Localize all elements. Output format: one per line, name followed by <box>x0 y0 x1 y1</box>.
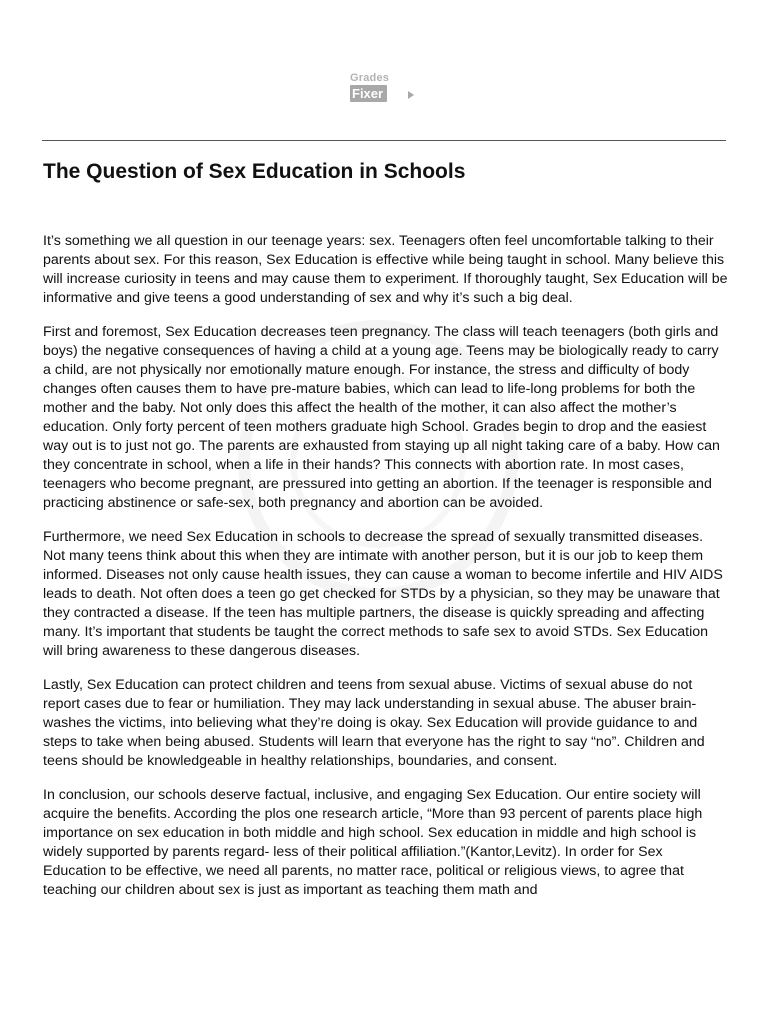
logo-arrow-icon <box>408 91 414 99</box>
logo-top-text: Grades <box>350 72 390 84</box>
paragraph-sexual-abuse: Lastly, Sex Education can protect children and teens from sexual abuse. Victims of sexual abuse do not report cases due to fear or humiliation. They may lack understanding in sexual abuse. The abuser brain-washes the victims, into believing what they’re doing is okay. Sex Education will provide guidance to and steps to take when being abused. Students will learn that everyone has the right to say “no”. Children and teens should be knowledgeable in healthy relationships, boundaries, and consent. <box>43 677 705 769</box>
header-divider <box>42 140 726 141</box>
logo-bottom-text: Fixer <box>350 85 387 102</box>
document-title: The Question of Sex Education in Schools <box>43 160 466 183</box>
paragraph-std: Furthermore, we need Sex Education in schools to decrease the spread of sexually transmitted diseases. Not many teens think about this when they are intimate with another person, but it is our job to keep them informed. Diseases not only cause health issues, they can cause a woman to become infertile and HIV AIDS leads to death. Not often does a teen go get checked for STDs by a physician, so they may be unaware that they contracted a disease. If the teen has multiple partners, the disease is quickly spreading and affecting many. It’s important that students be taught the correct methods to safe sex to avoid STDs. Sex Education will bring awareness to these dangerous diseases. <box>43 529 723 659</box>
paragraph-intro: It’s something we all question in our teenage years: sex. Teenagers often feel uncomfortable talking to their parents about sex. For this reason, Sex Education is effective while being taught in school. Many believe this will increase curiosity in teens and may cause them to experiment. If thoroughly taught, Sex Education will be informative and give teens a good understanding of sex and why it’s such a big deal. <box>43 233 728 306</box>
gradesfixer-logo[interactable] <box>350 72 422 106</box>
paragraph-teen-pregnancy: First and foremost, Sex Education decreases teen pregnancy. The class will teach teenagers (both girls and boys) the negative consequences of having a child at a young age. Teens may be biologically ready to carry a child, are not physically nor emotionally mature enough. For instance, the stress and difficulty of body changes often causes them to have pre-mature babies, which can lead to life-long problems for both the mother and the baby. Not only does this affect the health of the mother, it can also affect the mother’s education. Only forty percent of teen mothers graduate high School. Grades begin to drop and the easiest way out is to just not go. The parents are exhausted from staying up all night taking care of a baby. How can they concentrate in school, when a life in their hands? This connects with abortion rate. In most cases, teenagers who become pregnant, are pressured into getting an abortion. If the teenager is responsible and practicing abstinence or safe-sex, both pregnancy and abortion can be avoided. <box>43 324 720 511</box>
document-body <box>43 232 729 915</box>
paragraph-conclusion: In conclusion, our schools deserve factual, inclusive, and engaging Sex Education. Our entire society will acquire the benefits. According the plos one research article, “More than 93 percent of parents place high importance on sex education in both middle and high school. Sex education in middle and high school is widely supported by parents regard- less of their political affiliation.”(Kantor,Levitz). In order for Sex Education to be effective, we need all parents, no matter race, political or religious views, to agree that teaching our children about sex is just as important as teaching them math and <box>43 787 703 898</box>
